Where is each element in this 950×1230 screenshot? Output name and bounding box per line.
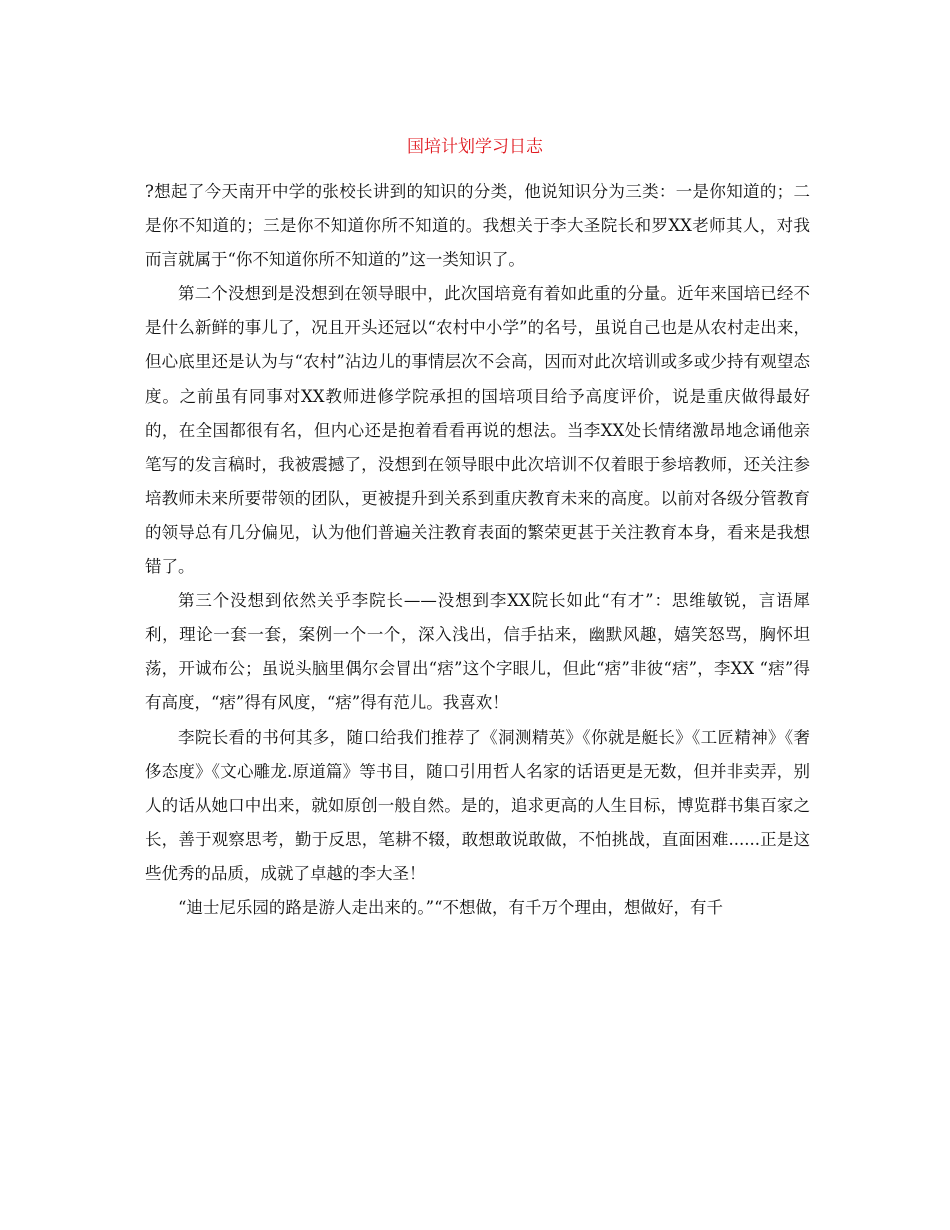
paragraph-2: 第二个没想到是没想到在领导眼中，此次国培竟有着如此重的分量。近年来国培已经不是什么新鲜的事儿了，况且开头还冠以“农村中小学”的名号，虽说自己也是从农村走出来，但心底里还是认为与“农村”沾边儿的事情层次不会高，因而对此次培训或多或少持有观望态度。之前虽有同事对XX教师进修学院承担的国培项目给予高度评价，说是重庆做得最好的，在全国都很有名，但内心还是抱着看看再说的想法。当李XX处长情绪激昂地念诵他亲笔写的发言稿时，我被震撼了，没想到在领导眼中此次培训不仅着眼于参培教师，还关注参培教师未来所要带领的团队，更被提升到关系到重庆教育未来的高度。以前对各级分管教育的领导总有几分偏见，认为他们普遍关注教育表面的繁荣更甚于关注教育本身，看来是我想错了。 (145, 284, 810, 577)
paragraph-4: 李院长看的书何其多，随口给我们推荐了《洞测精英》《你就是艇长》《工匠精神》《奢侈态度》《文心雕龙.原道篇》等书目，随口引用哲人名家的话语更是无数，但并非卖弄，别人的话从她口中出来，就如原创一般自然。是的，追求更高的人生目标，博览群书集百家之长，善于观察思考，勤于反思，笔耕不辍，敢想敢说敢做，不怕挑战，直面困难......正是这些优秀的品质，成就了卓越的李大圣！ (145, 727, 810, 883)
paragraph-1: ?想起了今天南开中学的张校长讲到的知识的分类，他说知识分为三类：一是你知道的；二是你不知道的；三是你不知道你所不知道的。我想关于李大圣院长和罗XX老师其人，对我而言就属于“你不知道你所不知道的”这一类知识了。 (145, 182, 810, 270)
paragraph-5: “迪士尼乐园的路是游人走出来的。”“不想做，有千万个理由，想做好，有千 (178, 897, 724, 917)
paragraph-3: 第三个没想到依然关乎李院长——没想到李XX院长如此“有才”：思维敏锐，言语犀利，理论一套一套，案例一个一个，深入浅出，信手拈来，幽默风趣，嬉笑怒骂，胸怀坦荡，开诚布公；虽说头脑里偶尔会冒出“痞”这个字眼儿，但此“痞”非彼“痞”，李XX “痞”得有高度，“痞”得有风度，“痞”得有范儿。我喜欢！ (145, 591, 810, 713)
document-body (145, 175, 810, 925)
document-title: 国培计划学习日志 (407, 137, 543, 157)
